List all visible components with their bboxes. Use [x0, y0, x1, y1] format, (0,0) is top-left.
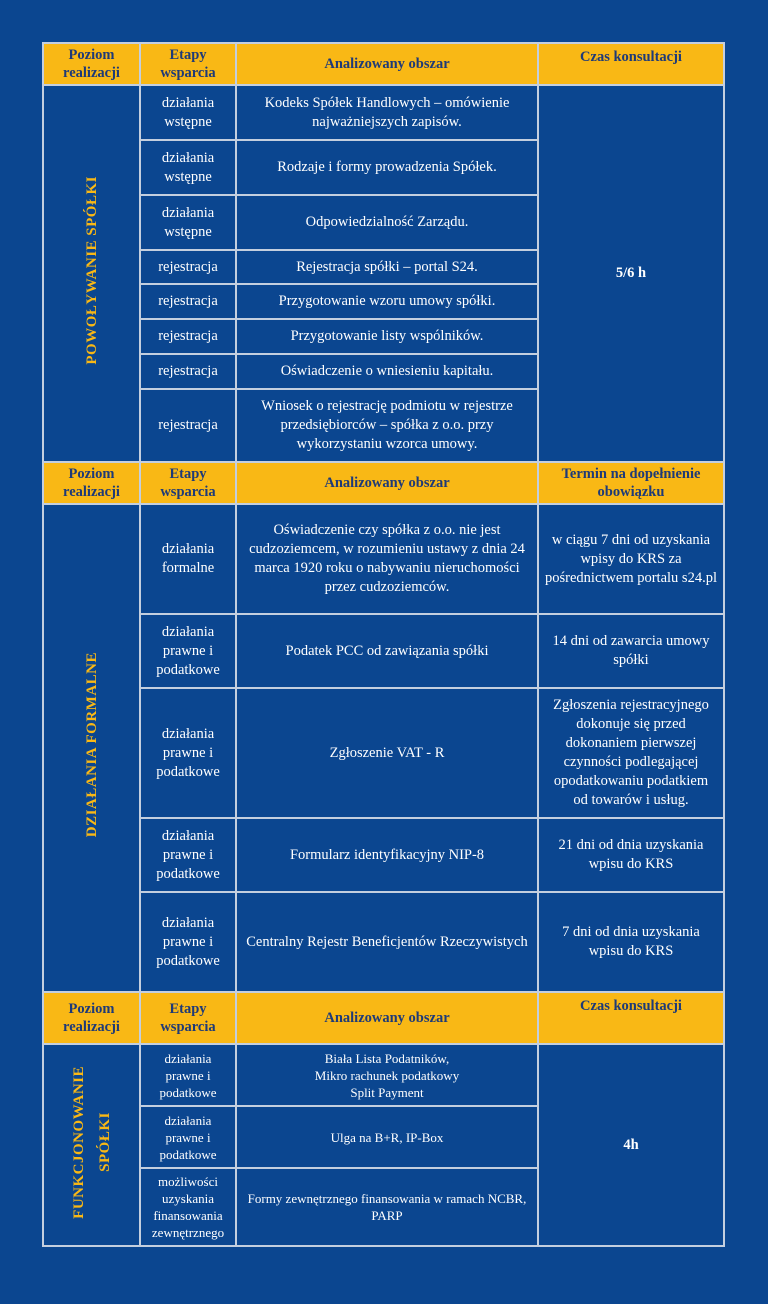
table-row: [43, 504, 724, 614]
termin-cell: Zgłoszenia rejestracyjnego dokonuje się przed dokonaniem pierwszej czynności podlegającej opodatkowaniu podatkiem od towarów i usług.: [538, 688, 724, 818]
etap-cell: rejestracja: [140, 284, 236, 319]
etap-cell: rejestracja: [140, 319, 236, 354]
header-poziom: Poziom realizacji: [43, 462, 140, 504]
table-row: [43, 818, 724, 892]
header-etapy: Etapy wsparcia: [140, 462, 236, 504]
header-last: Termin na dopełnienie obowiązku: [538, 462, 724, 504]
etap-cell: działania wstępne: [140, 140, 236, 195]
obszar-cell: Biała Lista Podatników, Mikro rachunek podatkowy Split Payment: [236, 1044, 538, 1106]
etap-cell: rejestracja: [140, 354, 236, 389]
section-header-row: [43, 43, 724, 85]
header-last: Czas konsultacji: [538, 992, 724, 1044]
obszar-cell: Odpowiedzialność Zarządu.: [236, 195, 538, 250]
obszar-cell: Zgłoszenie VAT - R: [236, 688, 538, 818]
etap-cell: działania prawne i podatkowe: [140, 818, 236, 892]
obszar-cell: Ulga na B+R, IP-Box: [236, 1106, 538, 1168]
etap-cell: działania wstępne: [140, 85, 236, 140]
obszar-cell: Formy zewnętrznego finansowania w ramach NCBR, PARP: [236, 1168, 538, 1246]
consultation-time: 4h: [538, 1044, 724, 1246]
table-row: [43, 1044, 724, 1106]
etap-cell: działania prawne i podatkowe: [140, 688, 236, 818]
section-title: DZIAŁANIA FORMALNE: [83, 652, 100, 838]
obszar-cell: Rodzaje i formy prowadzenia Spółek.: [236, 140, 538, 195]
etap-cell: działania prawne i podatkowe: [140, 614, 236, 688]
obszar-cell: Centralny Rejestr Beneficjentów Rzeczywistych: [236, 892, 538, 992]
table-row: [43, 85, 724, 140]
header-obszar: Analizowany obszar: [236, 462, 538, 504]
header-poziom: Poziom realizacji: [43, 43, 140, 85]
obszar-cell: Przygotowanie wzoru umowy spółki.: [236, 284, 538, 319]
etap-cell: działania wstępne: [140, 195, 236, 250]
obszar-cell: Rejestracja spółki – portal S24.: [236, 250, 538, 284]
table-row: [43, 614, 724, 688]
obszar-cell: Oświadczenie czy spółka z o.o. nie jest cudzoziemcem, w rozumieniu ustawy z dnia 24 marca 1920 roku o nabywaniu nieruchomości przez cudzoziemców.: [236, 504, 538, 614]
header-obszar: Analizowany obszar: [236, 992, 538, 1044]
termin-cell: 7 dni od dnia uzyskania wpisu do KRS: [538, 892, 724, 992]
section-title: FUNKCJONOWANIE SPÓŁKI: [70, 1065, 113, 1219]
section-title: POWOŁYWANIE SPÓŁKI: [83, 176, 100, 365]
table-row: [43, 892, 724, 992]
section-side-label: [43, 1044, 140, 1246]
consultation-table: [42, 42, 725, 1247]
etap-cell: możliwości uzyskania finansowania zewnętrznego: [140, 1168, 236, 1246]
termin-cell: 21 dni od dnia uzyskania wpisu do KRS: [538, 818, 724, 892]
etap-cell: działania prawne i podatkowe: [140, 1106, 236, 1168]
header-last: Czas konsultacji: [538, 43, 724, 85]
consultation-time: 5/6 h: [538, 85, 724, 462]
header-etapy: Etapy wsparcia: [140, 992, 236, 1044]
termin-cell: 14 dni od zawarcia umowy spółki: [538, 614, 724, 688]
etap-cell: działania prawne i podatkowe: [140, 1044, 236, 1106]
obszar-cell: Przygotowanie listy wspólników.: [236, 319, 538, 354]
section-side-label: [43, 504, 140, 992]
table-row: [43, 688, 724, 818]
etap-cell: rejestracja: [140, 389, 236, 462]
obszar-cell: Podatek PCC od zawiązania spółki: [236, 614, 538, 688]
header-obszar: Analizowany obszar: [236, 43, 538, 85]
header-etapy: Etapy wsparcia: [140, 43, 236, 85]
obszar-cell: Kodeks Spółek Handlowych – omówienie najważniejszych zapisów.: [236, 85, 538, 140]
obszar-cell: Wniosek o rejestrację podmiotu w rejestrze przedsiębiorców – spółka z o.o. przy wykorzystaniu wzorca umowy.: [236, 389, 538, 462]
etap-cell: działania formalne: [140, 504, 236, 614]
termin-cell: w ciągu 7 dni od uzyskania wpisy do KRS za pośrednictwem portalu s24.pl: [538, 504, 724, 614]
etap-cell: rejestracja: [140, 250, 236, 284]
section-header-row: [43, 462, 724, 504]
section-side-label: [43, 85, 140, 462]
obszar-cell: Formularz identyfikacyjny NIP-8: [236, 818, 538, 892]
etap-cell: działania prawne i podatkowe: [140, 892, 236, 992]
obszar-cell: Oświadczenie o wniesieniu kapitału.: [236, 354, 538, 389]
section-header-row: [43, 992, 724, 1044]
header-poziom: Poziom realizacji: [43, 992, 140, 1044]
